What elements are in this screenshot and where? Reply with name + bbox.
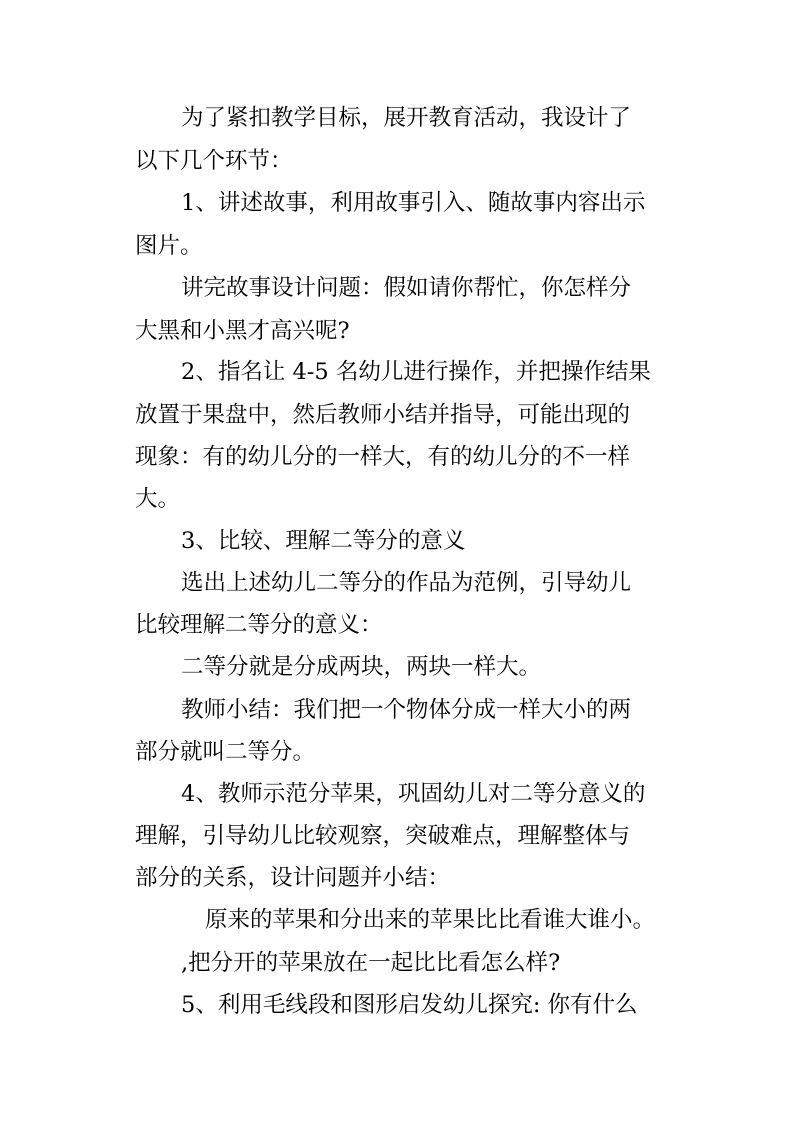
paragraph-line: 部分的关系，设计问题并小结： <box>135 865 451 891</box>
paragraph-line: 图片。 <box>135 233 203 259</box>
paragraph-line: 大黑和小黑才高兴呢? <box>135 318 350 344</box>
paragraph-line: 3、比较、理解二等分的意义 <box>181 528 466 554</box>
paragraph-line: 原来的苹果和分出来的苹果比比看谁大谁小。 <box>205 907 656 933</box>
paragraph-line: 部分就叫二等分。 <box>135 739 316 765</box>
paragraph-line: 2、指名让 4-5 名幼儿进行操作，并把操作结果 <box>181 359 651 385</box>
paragraph-line: 现象：有的幼儿分的一样大，有的幼儿分的不一样 <box>135 444 631 470</box>
paragraph-line: ,把分开的苹果放在一起比比看怎么样? <box>181 950 561 976</box>
paragraph-line: 5、利用毛线段和图形启发幼儿探究: 你有什么 <box>181 992 638 1018</box>
paragraph-line: 大。 <box>135 486 181 512</box>
paragraph-line: 以下几个环节： <box>135 148 293 174</box>
paragraph-line: 理解，引导幼儿比较观察，突破难点，理解整体与 <box>135 823 631 849</box>
paragraph-line: 4、教师示范分苹果，巩固幼儿对二等分意义的 <box>181 781 646 807</box>
paragraph-line: 为了紧扣教学目标，展开教育活动，我设计了 <box>181 105 632 131</box>
paragraph-line: 放置于果盘中，然后教师小结并指导，可能出现的 <box>135 402 631 428</box>
paragraph-line: 选出上述幼儿二等分的作品为范例，引导幼儿 <box>181 570 632 596</box>
paragraph-line: 二等分就是分成两块，两块一样大。 <box>181 654 542 680</box>
paragraph-line: 1、讲述故事，利用故事引入、随故事内容出示 <box>181 190 646 216</box>
paragraph-line: 教师小结：我们把一个物体分成一样大小的两 <box>181 697 632 723</box>
paragraph-line: 讲完故事设计问题：假如请你帮忙，你怎样分 <box>181 275 632 301</box>
paragraph-line: 比较理解二等分的意义： <box>135 612 383 638</box>
